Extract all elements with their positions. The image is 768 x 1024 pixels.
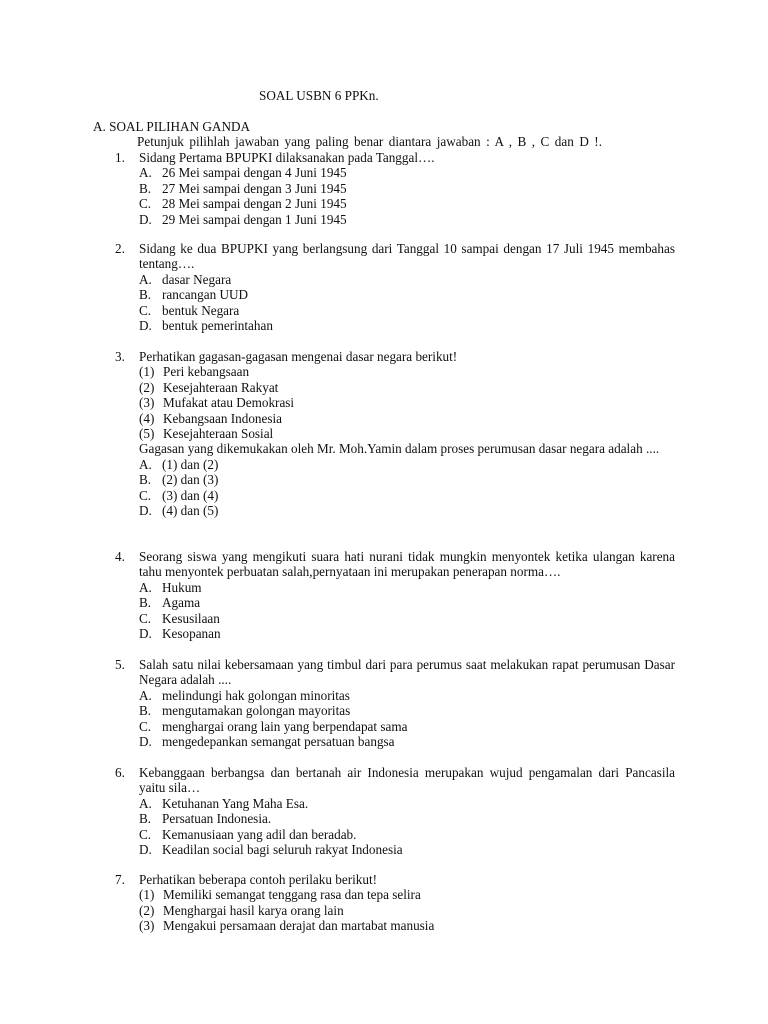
statement-label: (5) [139, 426, 155, 442]
question-5 [115, 657, 675, 749]
option-text: Kesopanan [162, 626, 221, 642]
question-6 [115, 765, 675, 857]
option-label: B. [139, 472, 152, 488]
option-label: A. [139, 687, 152, 703]
statement-text: Kesejahteraan Sosial [163, 426, 274, 442]
option-label: B. [139, 811, 152, 827]
option-text: bentuk pemerintahan [162, 318, 273, 334]
option-a [139, 580, 675, 595]
statement-label: (3) [139, 918, 155, 934]
statement-item [139, 411, 675, 426]
option-text: Ketuhanan Yang Maha Esa. [162, 795, 309, 811]
option-c [139, 611, 675, 626]
option-label: C. [139, 610, 152, 626]
statement-item [139, 364, 675, 379]
statement-text: Peri kebangsaan [163, 364, 250, 380]
option-label: B. [139, 180, 152, 196]
option-label: D. [139, 318, 152, 334]
option-b [139, 181, 675, 196]
option-text: 26 Mei sampai dengan 4 Juni 1945 [162, 165, 347, 181]
option-text: Kemanusiaan yang adil dan beradab. [162, 826, 357, 842]
options-list [139, 796, 675, 858]
option-text: 27 Mei sampai dengan 3 Juni 1945 [162, 180, 347, 196]
statement-item [139, 903, 675, 918]
statement-label: (4) [139, 410, 155, 426]
question-number: 2. [115, 241, 125, 256]
option-text: Kesusilaan [162, 610, 220, 626]
statement-text: Mufakat atau Demokrasi [163, 395, 295, 411]
statement-item [139, 426, 675, 441]
question-prompt: Gagasan yang dikemukakan oleh Mr. Moh.Yamin dalam proses perumusan dasar negara adalah .... [139, 441, 660, 457]
statement-label: (1) [139, 887, 155, 903]
option-label: C. [139, 487, 152, 503]
statements-list [139, 364, 675, 441]
option-a [139, 272, 675, 287]
question-3 [115, 349, 675, 518]
option-b [139, 472, 675, 487]
option-label: C. [139, 718, 152, 734]
option-d [139, 212, 675, 227]
question-text: Seorang siswa yang mengikuti suara hati nurani tidak mungkin menyontek ketika ulangan karena tahu menyontek perbuatan salah,pernyataan ini merupakan penerapan norma…. [139, 549, 675, 580]
option-a [139, 688, 675, 703]
option-text: dasar Negara [162, 271, 232, 287]
question-4 [115, 549, 675, 641]
option-d [139, 503, 675, 518]
statement-text: Mengakui persamaan derajat dan martabat manusia [163, 918, 435, 934]
question-text: Perhatikan beberapa contoh perilaku berikut! [139, 872, 378, 887]
option-label: D. [139, 211, 152, 227]
option-text: rancangan UUD [162, 287, 249, 303]
option-a [139, 796, 675, 811]
question-number: 6. [115, 765, 125, 780]
option-text: Persatuan Indonesia. [162, 811, 272, 827]
options-list [139, 580, 675, 642]
statement-text: Kebangsaan Indonesia [163, 410, 283, 426]
question-text: Sidang Pertama BPUPKI dilaksanakan pada Tanggal…. [139, 150, 435, 165]
statement-label: (2) [139, 379, 155, 395]
question-number: 5. [115, 657, 125, 672]
statement-item [139, 918, 675, 933]
option-label: D. [139, 503, 152, 519]
option-text: (4) dan (5) [162, 503, 219, 519]
option-text: (1) dan (2) [162, 456, 219, 472]
section-heading: A. SOAL PILIHAN GANDA [93, 119, 251, 134]
statement-item [139, 887, 675, 902]
question-text: Sidang ke dua BPUPKI yang berlangsung dari Tanggal 10 sampai dengan 17 Juli 1945 membahas tentang…. [139, 241, 675, 272]
option-label: B. [139, 595, 152, 611]
option-c [139, 196, 675, 211]
options-list [139, 165, 675, 227]
option-c [139, 488, 675, 503]
option-text: (2) dan (3) [162, 472, 219, 488]
statement-text: Kesejahteraan Rakyat [163, 379, 279, 395]
option-text: mengutamakan golongan mayoritas [162, 703, 351, 719]
option-c [139, 827, 675, 842]
question-text: Perhatikan gagasan-gagasan mengenai dasar negara berikut! [139, 349, 458, 364]
option-label: A. [139, 456, 152, 472]
options-list [139, 457, 675, 519]
statement-label: (3) [139, 395, 155, 411]
option-d [139, 842, 675, 857]
options-list [139, 688, 675, 750]
option-b [139, 595, 675, 610]
option-label: D. [139, 842, 152, 858]
question-2 [115, 241, 675, 333]
option-text: melindungi hak golongan minoritas [162, 687, 350, 703]
option-b [139, 287, 675, 302]
option-label: C. [139, 302, 152, 318]
option-label: D. [139, 734, 152, 750]
question-number: 7. [115, 872, 125, 887]
question-text: Kebanggaan berbangsa dan bertanah air Indonesia merupakan wujud pengamalan dari Pancasila yaitu sila… [139, 765, 675, 796]
option-label: A. [139, 165, 152, 181]
page-title: SOAL USBN 6 PPKn. [259, 88, 379, 103]
option-label: B. [139, 703, 152, 719]
statement-item [139, 395, 675, 410]
question-7 [115, 872, 675, 934]
option-text: menghargai orang lain yang berpendapat sama [162, 718, 408, 734]
option-b [139, 811, 675, 826]
options-list [139, 272, 675, 334]
option-label: A. [139, 271, 152, 287]
question-number: 3. [115, 349, 125, 364]
question-text: Salah satu nilai kebersamaan yang timbul dari para perumus saat melakukan rapat perumusan Dasar Negara adalah .... [139, 657, 675, 688]
statement-item [139, 380, 675, 395]
option-label: C. [139, 826, 152, 842]
option-d [139, 318, 675, 333]
option-a [139, 165, 675, 180]
option-text: 29 Mei sampai dengan 1 Juni 1945 [162, 211, 347, 227]
question-1 [115, 150, 675, 227]
option-d [139, 626, 675, 641]
instructions: Petunjuk pilihlah jawaban yang paling benar diantara jawaban : A , B , C dan D !. [137, 134, 602, 149]
option-text: Agama [162, 595, 201, 611]
option-text: bentuk Negara [162, 302, 240, 318]
statement-label: (2) [139, 902, 155, 918]
option-label: C. [139, 196, 152, 212]
option-label: A. [139, 579, 152, 595]
option-text: Hukum [162, 579, 202, 595]
option-a [139, 457, 675, 472]
option-label: B. [139, 287, 152, 303]
question-number: 4. [115, 549, 125, 564]
option-b [139, 703, 675, 718]
option-text: Keadilan social bagi seluruh rakyat Indonesia [162, 842, 403, 858]
option-text: 28 Mei sampai dengan 2 Juni 1945 [162, 196, 347, 212]
option-label: D. [139, 626, 152, 642]
option-c [139, 719, 675, 734]
option-label: A. [139, 795, 152, 811]
statement-label: (1) [139, 364, 155, 380]
option-text: mengedepankan semangat persatuan bangsa [162, 734, 395, 750]
statement-text: Memiliki semangat tenggang rasa dan tepa selira [163, 887, 421, 903]
question-number: 1. [115, 150, 125, 165]
option-c [139, 303, 675, 318]
option-text: (3) dan (4) [162, 487, 219, 503]
statements-list [139, 887, 675, 933]
option-d [139, 734, 675, 749]
statement-text: Menghargai hasil karya orang lain [163, 902, 344, 918]
